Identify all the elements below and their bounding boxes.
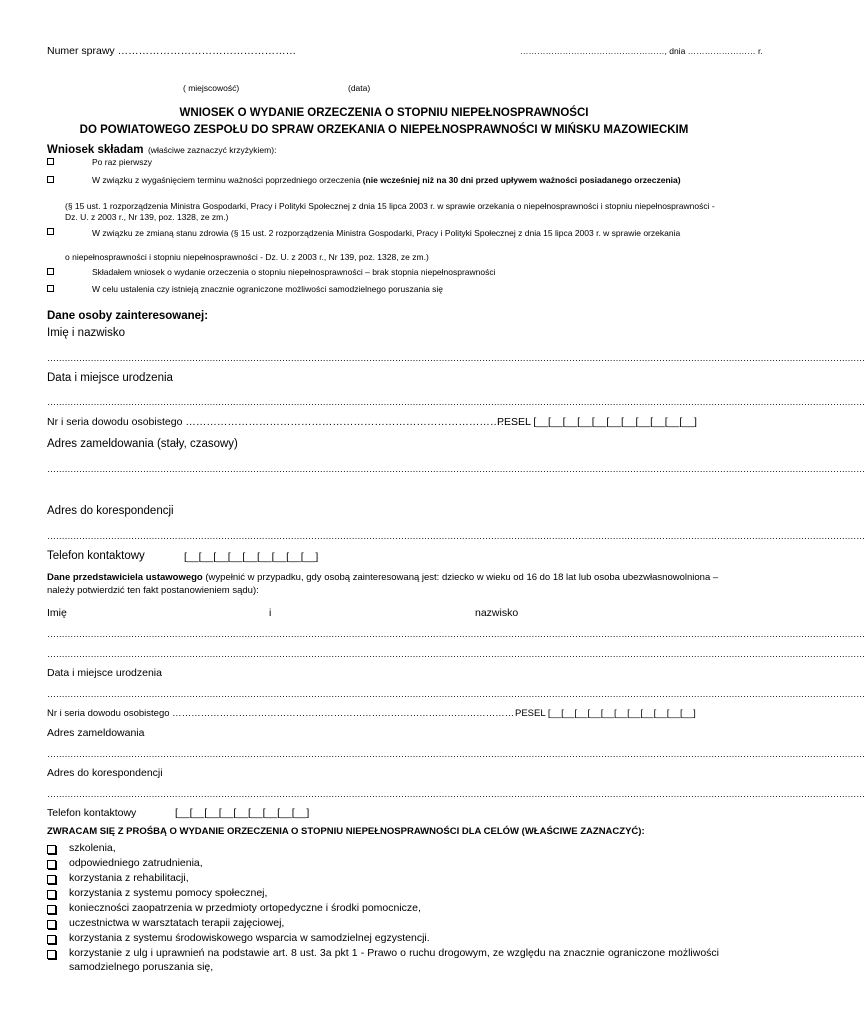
request-heading: Wniosek składam (właściwe zaznaczyć krzyżykiem): <box>47 144 277 156</box>
rep-first-name-label: Imię <box>47 607 67 619</box>
person-birth-label: Data i miejsce urodzenia <box>47 372 173 384</box>
checkbox-health-change[interactable] <box>47 228 54 235</box>
place-caption: ( miejscowość) <box>183 83 240 93</box>
rep-address-field[interactable]: ………………………………………………………………………………………………………………………………………………………………………………………………………………………………………………………… <box>47 749 865 759</box>
option-expiry-reference: (§ 15 ust. 1 rozporządzenia Ministra Gospodarki, Pracy i Polityki Społecznej z dnia 15 lipca 2003 r. w sprawie orzekania o niepełnosprawności i stopniu niepełnosprawności - Dz. U. z 2003 r., Nr 139, poz. 1328, ze zm.) <box>65 201 715 222</box>
rep-last-name-label: nazwisko <box>475 607 519 619</box>
rep-name-field-2[interactable]: ………………………………………………………………………………………………………………………………………………………………………………………………………………………………………………………… <box>47 649 865 659</box>
person-corr-label: Adres do korespondencji <box>47 505 174 517</box>
checkbox-expiry[interactable] <box>47 176 54 183</box>
page-subtitle: DO POWIATOWEGO ZESPOŁU DO SPRAW ORZEKANIA O NIEPEŁNOSPRAWNOŚCI W MIŃSKU MAZOWIECKIM <box>79 124 689 136</box>
rep-name-field-1[interactable]: ………………………………………………………………………………………………………………………………………………………………………………………………………………………………………………………… <box>47 629 865 639</box>
rep-address-label: Adres zameldowania <box>47 727 145 739</box>
purpose-training: szkolenia, <box>69 842 116 854</box>
person-pesel-field[interactable]: PESEL [__[__[__[__[__[__[__[__[__[__[__] <box>497 416 697 428</box>
checkbox-purpose-traffic[interactable] <box>47 950 56 959</box>
page-title: WNIOSEK O WYDANIE ORZECZENIA O STOPNIU NIEPEŁNOSPRAWNOŚCI <box>179 107 589 119</box>
checkbox-purpose-rehabilitation[interactable] <box>47 875 56 884</box>
rep-corr-label: Adres do korespondencji <box>47 767 163 779</box>
purpose-social-aid: korzystania z systemu pomocy społecznej, <box>69 887 268 899</box>
person-phone-field[interactable]: [__[__[__[__[__[__[__[__[__] <box>184 551 319 563</box>
purpose-orthopedic: konieczności zaopatrzenia w przedmioty ortopedyczne i środki pomocnicze, <box>69 902 421 914</box>
rep-phone-label: Telefon kontaktowy <box>47 807 137 819</box>
person-id-field[interactable]: Nr i seria dowodu osobistego ……………………………………………………………………………………… <box>47 416 532 428</box>
option-no-degree: Składałem wniosek o wydanie orzeczenia o stopniu niepełnosprawności – brak stopnia niepełnosprawności <box>92 267 496 277</box>
rep-corr-field[interactable]: ………………………………………………………………………………………………………………………………………………………………………………………………………………………………………………………… <box>47 789 865 799</box>
checkbox-no-degree[interactable] <box>47 268 54 275</box>
person-address-field[interactable]: ………………………………………………………………………………………………………………………………………………………………………………………………………………………………………………………… <box>47 464 865 474</box>
person-name-field[interactable]: ………………………………………………………………………………………………………………………………………………………………………………………………………………………………………………………… <box>47 353 865 363</box>
option-expiry: W związku z wygaśnięciem terminu ważności poprzedniego orzeczenia (nie wcześniej niż na 30 dni przed upływem ważności posiadanego orzeczenia) <box>92 175 681 185</box>
person-section-heading: Dane osoby zainteresowanej: <box>47 310 209 322</box>
person-address-label: Adres zameldowania (stały, czasowy) <box>47 438 238 450</box>
option-first-time: Po raz pierwszy <box>92 157 152 167</box>
checkbox-purpose-employment[interactable] <box>47 860 56 869</box>
person-name-label: Imię i nazwisko <box>47 327 125 339</box>
checkbox-purpose-orthopedic[interactable] <box>47 905 56 914</box>
option-health-change-cont: o niepełnosprawności i stopniu niepełnosprawności - Dz. U. z 2003 r., Nr 139, poz. 1328, ze zm.) <box>65 252 429 262</box>
checkbox-purpose-support[interactable] <box>47 935 56 944</box>
case-number-field[interactable]: Numer sprawy …………………………………………… <box>47 45 297 57</box>
place-date-field[interactable]: ……………………………………………, dnia …………………… r. <box>520 46 763 56</box>
purposes-heading: ZWRACAM SIĘ Z PROŚBĄ O WYDANIE ORZECZENIA O STOPNIU NIEPEŁNOSPRAWNOŚCI DLA CELÓW (WŁAŚCIWE ZAZNACZYĆ): <box>47 826 645 837</box>
date-caption: (data) <box>348 83 371 93</box>
purpose-employment: odpowiedniego zatrudnienia, <box>69 857 203 869</box>
representative-heading: Dane przedstawiciela ustawowego (wypełnić w przypadku, gdy osobą zainteresowaną jest: dziecko w wieku od 16 do 18 lat lub osoba ubezwłasnowolniona – należy potwierdzić ten fakt postanowieniem sądu): <box>47 572 719 596</box>
rep-birth-field[interactable]: ………………………………………………………………………………………………………………………………………………………………………………………………………………………………………………………… <box>47 689 865 699</box>
option-health-change: W związku ze zmianą stanu zdrowia (§ 15 ust. 2 rozporządzenia Ministra Gospodarki, Pracy i Polityki Społecznej z dnia 15 lipca 2003 r. w sprawie orzekania <box>92 228 681 238</box>
purpose-rehabilitation: korzystania z rehabilitacji, <box>69 872 189 884</box>
checkbox-purpose-workshops[interactable] <box>47 920 56 929</box>
rep-phone-field[interactable]: [__[__[__[__[__[__[__[__[__] <box>175 807 310 819</box>
rep-id-field[interactable]: Nr i seria dowodu osobistego ……………………………………………………………………………………………… <box>47 708 515 719</box>
option-mobility: W celu ustalenia czy istnieją znacznie ograniczone możliwości samodzielnego poruszania się <box>92 284 444 294</box>
checkbox-first-time[interactable] <box>47 158 54 165</box>
person-corr-field[interactable]: ………………………………………………………………………………………………………………………………………………………………………………………………………………………………………………………… <box>47 531 865 541</box>
purpose-support: korzystania z systemu środowiskowego wsparcia w samodzielnej egzystencji. <box>69 932 430 944</box>
rep-birth-label: Data i miejsce urodzenia <box>47 667 162 679</box>
rep-pesel-field[interactable]: PESEL [__[__[__[__[__[__[__[__[__[__[__] <box>515 708 696 719</box>
checkbox-purpose-social-aid[interactable] <box>47 890 56 899</box>
person-phone-label: Telefon kontaktowy <box>47 550 145 562</box>
checkbox-purpose-training[interactable] <box>47 845 56 854</box>
rep-and-label: i <box>269 607 272 619</box>
checkbox-mobility[interactable] <box>47 285 54 292</box>
purpose-workshops: uczestnictwa w warsztatach terapii zajęciowej, <box>69 917 285 929</box>
person-birth-field[interactable]: ………………………………………………………………………………………………………………………………………………………………………………………………………………………………………………………… <box>47 397 865 407</box>
purpose-traffic: korzystanie z ulg i uprawnień na podstawie art. 8 ust. 3a pkt 1 - Prawo o ruchu drogowym, ze względu na znacznie ograniczone możliwości samodzielnego poruszania się, <box>69 947 719 973</box>
